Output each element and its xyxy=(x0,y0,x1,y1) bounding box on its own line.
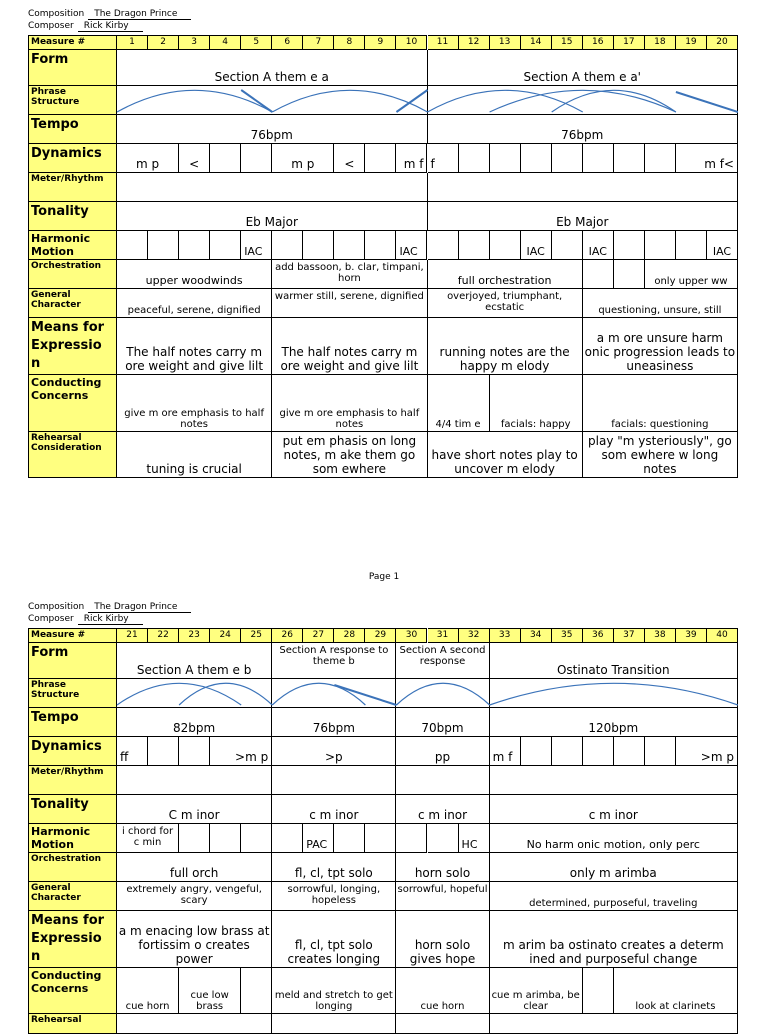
conducting-cell: give m ore emphasis to half notes xyxy=(117,375,272,432)
orchestration-cell: only upper ww xyxy=(645,260,738,289)
general-cell: determined, purposeful, traveling xyxy=(490,882,738,911)
measure-number: 14 xyxy=(521,35,552,50)
measure-number: 7 xyxy=(303,35,334,50)
conducting-cell: 4/4 tim e xyxy=(428,375,490,432)
composition-label: Composition xyxy=(28,9,85,19)
conducting-cell: give m ore emphasis to half notes xyxy=(272,375,427,432)
harmonic-cell xyxy=(428,231,459,260)
phrase-cell xyxy=(490,679,738,708)
dynamics-cell xyxy=(459,144,490,173)
form-cell: Section A them e a xyxy=(117,50,428,86)
harmonic-cell xyxy=(272,824,303,853)
tempo-cell: 82bpm xyxy=(117,708,272,737)
general-cell: sorrowful, hopeful xyxy=(396,882,489,911)
rehearsal-cell: tuning is crucial xyxy=(117,432,272,478)
measure-number: 21 xyxy=(117,628,148,643)
measure-number: 34 xyxy=(521,628,552,643)
dynamics-cell: < xyxy=(334,144,365,173)
dynamics-cell xyxy=(583,144,614,173)
dynamics-label: Dynamics xyxy=(28,737,117,766)
harmonic-cell xyxy=(614,231,645,260)
dynamics-cell xyxy=(521,144,552,173)
rehearsal-cell xyxy=(490,1014,738,1034)
harmonic-cell xyxy=(490,231,521,260)
meter-cell xyxy=(272,766,396,795)
meter-cell xyxy=(490,766,738,795)
meter-label: Meter/Rhythm xyxy=(28,766,117,795)
harmonic-cell: IAC xyxy=(521,231,552,260)
tonality-cell: c m inor xyxy=(396,795,489,824)
general-cell: sorrowful, longing, hopeless xyxy=(272,882,396,911)
measure-number: 38 xyxy=(645,628,676,643)
harmonic-cell xyxy=(459,231,490,260)
dynamics-cell xyxy=(365,144,396,173)
conducting-cell: cue low brass xyxy=(179,968,241,1014)
means-label: Means for Expressio n xyxy=(28,318,117,375)
harmonic-cell xyxy=(117,231,148,260)
rehearsal-cell: have short notes play to uncover m elody xyxy=(428,432,583,478)
rehearsal-cell xyxy=(272,1014,396,1034)
form-label: Form xyxy=(28,643,117,679)
means-cell: The half notes carry m ore weight and give lilt xyxy=(272,318,427,375)
phrase-label: Phrase Structure xyxy=(28,86,117,115)
conducting-cell xyxy=(241,968,272,1014)
measure-number: 3 xyxy=(179,35,210,50)
general-cell: warmer still, serene, dignified xyxy=(272,289,427,318)
dynamics-cell: >p xyxy=(272,737,396,766)
measure-number: 25 xyxy=(241,628,272,643)
harmonic-cell xyxy=(179,824,210,853)
composer-value: Rick Kirby xyxy=(78,614,143,625)
means-cell: a m ore unsure harm onic progression leads to uneasiness xyxy=(583,318,738,375)
conducting-cell: cue horn xyxy=(117,968,179,1014)
composer-line-2 xyxy=(28,614,143,625)
tonality-label: Tonality xyxy=(28,202,117,231)
dynamics-cell: >m p xyxy=(676,737,738,766)
phrase-cell xyxy=(117,679,272,708)
tempo-cell: 76bpm xyxy=(117,115,428,144)
orchestration-label: Orchestration xyxy=(28,853,117,882)
measure-number: 12 xyxy=(459,35,490,50)
harmonic-cell: HC xyxy=(459,824,490,853)
general-cell: overjoyed, triumphant, ecstatic xyxy=(428,289,583,318)
dynamics-cell xyxy=(583,737,614,766)
measure-number: 2 xyxy=(148,35,179,50)
orchestration-cell: only m arimba xyxy=(490,853,738,882)
general-label: General Character xyxy=(28,882,117,911)
harmonic-cell xyxy=(396,824,427,853)
measure-number: 27 xyxy=(303,628,334,643)
conducting-cell: facials: happy xyxy=(490,375,583,432)
orchestration-cell xyxy=(614,260,645,289)
phrase-label: Phrase Structure xyxy=(28,679,117,708)
form-label: Form xyxy=(28,50,117,86)
orchestration-cell xyxy=(583,260,614,289)
measure-number: 8 xyxy=(334,35,365,50)
meter-label: Meter/Rhythm xyxy=(28,173,117,202)
orchestration-cell: upper woodwinds xyxy=(117,260,272,289)
measure-number: 33 xyxy=(490,628,521,643)
conducting-label: Conducting Concerns xyxy=(28,968,117,1014)
harmonic-cell xyxy=(365,231,396,260)
harmonic-cell xyxy=(676,231,707,260)
phrase-cell xyxy=(272,679,396,708)
harmonic-cell xyxy=(428,824,459,853)
means-cell: running notes are the happy m elody xyxy=(428,318,583,375)
dynamics-cell xyxy=(241,144,272,173)
meter-cell xyxy=(428,173,739,202)
form-cell: Section A them e a' xyxy=(428,50,739,86)
dynamics-cell xyxy=(645,737,676,766)
means-cell: The half notes carry m ore weight and give lilt xyxy=(117,318,272,375)
means-cell: fl, cl, tpt solo creates longing xyxy=(272,911,396,968)
harmonic-cell xyxy=(210,824,241,853)
tempo-cell: 70bpm xyxy=(396,708,489,737)
dynamics-cell xyxy=(179,737,210,766)
dynamics-cell: ff xyxy=(117,737,148,766)
tonality-cell: Eb Major xyxy=(428,202,739,231)
measure-number: 23 xyxy=(179,628,210,643)
measure-number: 17 xyxy=(614,35,645,50)
harmonic-label: Harmonic Motion xyxy=(28,824,117,853)
form-cell: Ostinato Transition xyxy=(490,643,738,679)
dynamics-cell: < xyxy=(179,144,210,173)
measure-number: 15 xyxy=(552,35,583,50)
rehearsal-cell: put em phasis on long notes, m ake them go som ewhere xyxy=(272,432,427,478)
means-cell: horn solo gives hope xyxy=(396,911,489,968)
composition-line xyxy=(28,9,191,20)
composer-value: Rick Kirby xyxy=(78,21,143,32)
dynamics-cell xyxy=(614,737,645,766)
dynamics-cell: >m p xyxy=(210,737,272,766)
general-label: General Character xyxy=(28,289,117,318)
tonality-label: Tonality xyxy=(28,795,117,824)
form-cell: Section A response to theme b xyxy=(272,643,396,679)
conducting-cell: cue horn xyxy=(396,968,489,1014)
conducting-cell xyxy=(583,968,614,1014)
dynamics-cell: m p xyxy=(272,144,334,173)
dynamics-cell xyxy=(552,737,583,766)
measure-number: 36 xyxy=(583,628,614,643)
general-cell: extremely angry, vengeful, scary xyxy=(117,882,272,911)
dynamics-cell: m f xyxy=(396,144,427,173)
orchestration-cell: full orch xyxy=(117,853,272,882)
orchestration-cell: fl, cl, tpt solo xyxy=(272,853,396,882)
composition-value: The Dragon Prince xyxy=(88,9,191,20)
analysis-grid-page2 xyxy=(28,628,738,1024)
tonality-cell: c m inor xyxy=(272,795,396,824)
harmonic-cell xyxy=(148,231,179,260)
measure-number: 31 xyxy=(428,628,459,643)
dynamics-cell: pp xyxy=(396,737,489,766)
tempo-cell: 76bpm xyxy=(428,115,739,144)
measure-number: 30 xyxy=(396,628,427,643)
conducting-cell: meld and stretch to get longing xyxy=(272,968,396,1014)
measure-number: 5 xyxy=(241,35,272,50)
harmonic-cell xyxy=(241,824,272,853)
orchestration-label: Orchestration xyxy=(28,260,117,289)
dynamics-cell xyxy=(645,144,676,173)
dynamics-cell xyxy=(490,144,521,173)
measure-number: 6 xyxy=(272,35,303,50)
tonality-cell: c m inor xyxy=(490,795,738,824)
measure-header-label: Measure # xyxy=(28,628,117,643)
phrase-cell xyxy=(428,86,739,115)
harmonic-cell xyxy=(272,231,303,260)
means-cell: m arim ba ostinato creates a determ ined and purposeful change xyxy=(490,911,738,968)
harmonic-cell: IAC xyxy=(396,231,427,260)
meter-cell xyxy=(117,173,428,202)
dynamics-cell xyxy=(210,144,241,173)
measure-number: 13 xyxy=(490,35,521,50)
rehearsal-label: Rehearsal Consideration xyxy=(28,432,117,478)
conducting-label: Conducting Concerns xyxy=(28,375,117,432)
phrase-cell xyxy=(117,86,428,115)
harmonic-cell: IAC xyxy=(241,231,272,260)
measure-number: 4 xyxy=(210,35,241,50)
tempo-cell: 76bpm xyxy=(272,708,396,737)
harmonic-cell: i chord for c min xyxy=(117,824,179,853)
form-cell: Section A second response xyxy=(396,643,489,679)
harmonic-cell xyxy=(552,231,583,260)
dynamics-cell xyxy=(521,737,552,766)
dynamics-cell xyxy=(552,144,583,173)
harmonic-cell: No harm onic motion, only perc xyxy=(490,824,738,853)
composition-value: The Dragon Prince xyxy=(88,602,191,613)
measure-number: 28 xyxy=(334,628,365,643)
harmonic-cell: IAC xyxy=(583,231,614,260)
measure-number: 9 xyxy=(365,35,396,50)
measure-number: 39 xyxy=(676,628,707,643)
harmonic-cell xyxy=(334,824,365,853)
dynamics-cell: f xyxy=(428,144,459,173)
page-number: Page 1 xyxy=(368,572,400,582)
measure-number: 11 xyxy=(428,35,459,50)
measure-number: 40 xyxy=(707,628,738,643)
tempo-label: Tempo xyxy=(28,708,117,737)
measure-number: 16 xyxy=(583,35,614,50)
tonality-cell: C m inor xyxy=(117,795,272,824)
harmonic-cell: IAC xyxy=(707,231,738,260)
phrase-cell xyxy=(396,679,489,708)
measure-header-label: Measure # xyxy=(28,35,117,50)
orchestration-cell: horn solo xyxy=(396,853,489,882)
harmonic-cell xyxy=(645,231,676,260)
form-cell: Section A them e b xyxy=(117,643,272,679)
harmonic-label: Harmonic Motion xyxy=(28,231,117,260)
means-label: Means for Expressio n xyxy=(28,911,117,968)
means-cell: a m enacing low brass at fortissim o creates power xyxy=(117,911,272,968)
composer-label: Composer xyxy=(28,21,74,31)
harmonic-cell xyxy=(365,824,396,853)
measure-number: 29 xyxy=(365,628,396,643)
measure-number: 18 xyxy=(645,35,676,50)
orchestration-cell: full orchestration xyxy=(428,260,583,289)
general-cell: peaceful, serene, dignified xyxy=(117,289,272,318)
harmonic-cell: PAC xyxy=(303,824,334,853)
dynamics-cell xyxy=(614,144,645,173)
composition-label: Composition xyxy=(28,602,85,612)
measure-number: 37 xyxy=(614,628,645,643)
rehearsal-cell: play "m ysteriously", go som ewhere w long notes xyxy=(583,432,738,478)
measure-number: 32 xyxy=(459,628,490,643)
harmonic-cell xyxy=(210,231,241,260)
tempo-cell: 120bpm xyxy=(490,708,738,737)
rehearsal-cell xyxy=(117,1014,272,1034)
conducting-cell: cue m arimba, be clear xyxy=(490,968,583,1014)
measure-number: 10 xyxy=(396,35,427,50)
harmonic-cell xyxy=(303,231,334,260)
measure-number: 20 xyxy=(707,35,738,50)
measure-number: 24 xyxy=(210,628,241,643)
rehearsal-cell xyxy=(396,1014,489,1034)
measure-number: 19 xyxy=(676,35,707,50)
harmonic-cell xyxy=(179,231,210,260)
measure-number: 35 xyxy=(552,628,583,643)
analysis-grid-page1 xyxy=(28,35,738,478)
composer-line xyxy=(28,21,143,32)
meter-cell xyxy=(396,766,489,795)
general-cell: questioning, unsure, still xyxy=(583,289,738,318)
composer-label: Composer xyxy=(28,614,74,624)
tempo-label: Tempo xyxy=(28,115,117,144)
dynamics-cell: m f xyxy=(490,737,521,766)
meter-cell xyxy=(117,766,272,795)
dynamics-cell: m p xyxy=(117,144,179,173)
orchestration-cell: add bassoon, b. clar, timpani, horn xyxy=(272,260,427,289)
conducting-cell: facials: questioning xyxy=(583,375,738,432)
tonality-cell: Eb Major xyxy=(117,202,428,231)
dynamics-cell xyxy=(148,737,179,766)
dynamics-cell: m f< xyxy=(676,144,738,173)
dynamics-label: Dynamics xyxy=(28,144,117,173)
rehearsal-label: Rehearsal xyxy=(28,1014,117,1034)
harmonic-cell xyxy=(334,231,365,260)
measure-number: 22 xyxy=(148,628,179,643)
measure-number: 1 xyxy=(117,35,148,50)
measure-number: 26 xyxy=(272,628,303,643)
conducting-cell: look at clarinets xyxy=(614,968,738,1014)
composition-line-2 xyxy=(28,602,191,613)
